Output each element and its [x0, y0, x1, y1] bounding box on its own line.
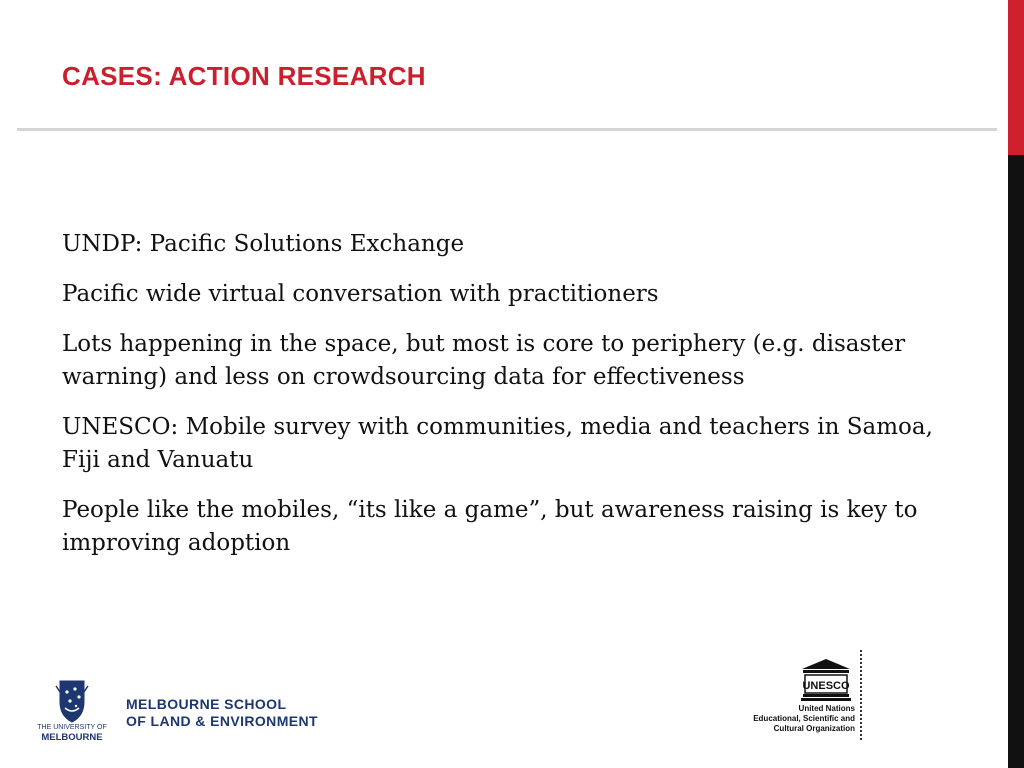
body-paragraph: UNESCO: Mobile survey with communities, media and teachers in Samoa, Fiji and Vanuatu — [62, 414, 933, 473]
school-name — [126, 696, 318, 730]
melbourne-crest — [36, 678, 108, 748]
school-line2: OF LAND & ENVIRONMENT — [126, 713, 318, 729]
melbourne-logo — [36, 678, 318, 748]
unesco-line3: Cultural Organization — [773, 724, 855, 733]
unesco-line2: Educational, Scientific and — [753, 714, 855, 723]
body-paragraph: Lots happening in the space, but most is core to periphery (e.g. disaster warning) and less on crowdsourcing data for effectiveness — [62, 331, 906, 390]
unesco-logo — [752, 650, 867, 742]
unesco-full-name — [753, 704, 855, 734]
slide-body — [62, 228, 942, 577]
side-accent-black — [1008, 155, 1024, 768]
university-line1: THE UNIVERSITY OF — [37, 724, 107, 731]
university-line2: MELBOURNE — [41, 732, 103, 743]
slide-title: CASES: ACTION RESEARCH — [62, 61, 426, 91]
unesco-line1: United Nations — [798, 704, 855, 713]
unesco-dotted-divider — [860, 650, 864, 740]
body-paragraph: UNDP: Pacific Solutions Exchange — [62, 231, 465, 257]
side-accent-red — [1008, 0, 1024, 155]
title-divider — [17, 128, 997, 131]
school-line1: MELBOURNE SCHOOL — [126, 696, 287, 712]
unesco-logo-text: UNESCO — [802, 680, 850, 692]
melbourne-crest-icon — [36, 678, 108, 724]
unesco-temple-icon — [800, 658, 852, 702]
body-paragraph: People like the mobiles, “its like a game”, but awareness raising is key to improving adoption — [62, 497, 918, 556]
body-paragraph: Pacific wide virtual conversation with practitioners — [62, 281, 659, 307]
melbourne-wordmark — [36, 723, 108, 743]
